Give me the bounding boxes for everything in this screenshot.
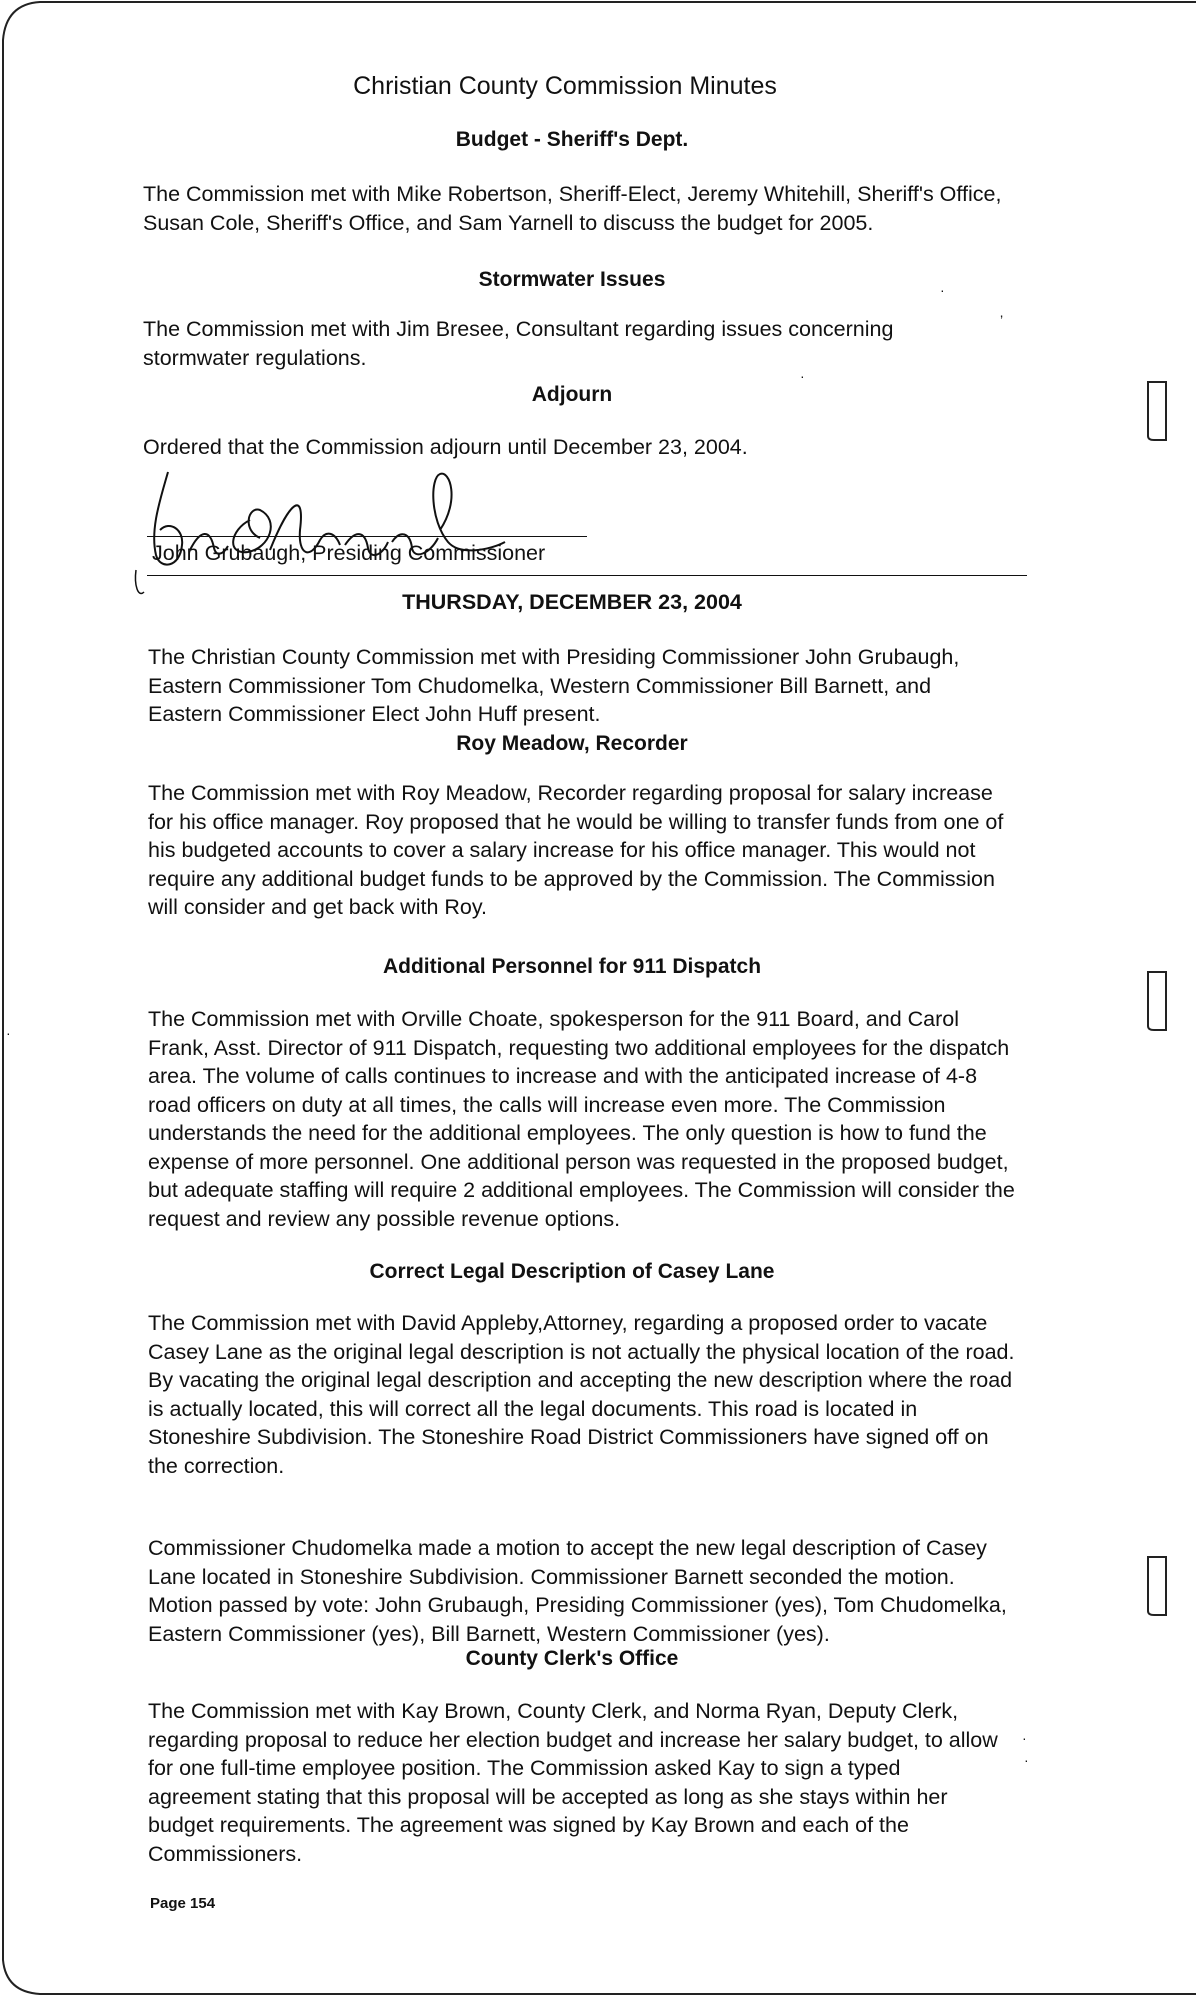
handwritten-signature — [130, 460, 510, 600]
section-heading-county-clerk: County Clerk's Office — [465, 1647, 679, 1670]
section-heading-recorder: Roy Meadow, Recorder — [456, 732, 688, 755]
scan-speck: · — [6, 1025, 11, 1041]
scan-speck: · — [1022, 1730, 1027, 1746]
section-body-sheriff-budget: The Commission met with Mike Robertson, Sheriff-Elect, Jeremy Whitehill, Sheriff's Office, Susan Cole, Sheriff's Office, and Sam Yarnell to discuss the budget for 2005. — [143, 182, 1002, 235]
document-title: Christian County Commission Minutes — [353, 72, 777, 100]
section-body-adjourn: Ordered that the Commission adjourn until December 23, 2004. — [143, 435, 748, 459]
scan-speck: ’ — [1000, 312, 1004, 328]
binder-hole-mark — [1146, 380, 1168, 442]
section-heading-sheriff-budget: Budget - Sheriff's Dept. — [455, 128, 689, 151]
section-body-casey-lane-motion: Commissioner Chudomelka made a motion to accept the new legal description of Casey Lane located in Stoneshire Subdivision. Commissioner Barnett seconded the motion. Motion passed by vote: John Grubaugh, Presiding Commissioner (yes), Tom Chudomelka, Eastern Commissioner (yes), Bill Barnett, Western Commissioner (yes). — [148, 1536, 1007, 1646]
section-heading-adjourn: Adjourn — [531, 383, 613, 406]
page-number: Page 154 — [150, 1895, 216, 1912]
date-heading: THURSDAY, DECEMBER 23, 2004 — [402, 590, 742, 614]
scan-speck: · — [1024, 1752, 1029, 1768]
scan-speck: · — [940, 282, 945, 298]
section-body-casey-lane: The Commission met with David Appleby,Attorney, regarding a proposed order to vacate Casey Lane as the original legal description is not actually the physical location of the road. By vacating the original legal description and accepting the new description where the road is actually located, this will correct all the legal documents. This road is located in Stoneshire Subdivision. The Stoneshire Road District Commissioners have signed off on the correction. — [148, 1311, 1015, 1478]
section-heading-stormwater: Stormwater Issues — [478, 268, 666, 291]
section-body-recorder: The Commission met with Roy Meadow, Recorder regarding proposal for salary increase for his office manager. Roy proposed that he would be willing to transfer funds from one of his budgeted accounts to cover a salary increase for his office manager. This would not require any additional budget funds to be approved by the Commission. The Commission will consider and get back with Roy. — [148, 781, 1004, 919]
scan-speck: · — [800, 368, 805, 384]
signature-line — [147, 536, 587, 537]
section-heading-casey-lane: Correct Legal Description of Casey Lane — [369, 1260, 775, 1283]
section-body-911-dispatch: The Commission met with Orville Choate, spokesperson for the 911 Board, and Carol Frank, Asst. Director of 911 Dispatch, requesting two additional employees for the dispatch area. The volume of calls continues to increase and with the anticipated increase of 4-8 road officers on duty at all times, the calls will increase even more. The Commission understands the need for the additional employees. The only question is how to fund the expense of more personnel. One additional person was requested in the proposed budget, but adequate staffing will require 2 additional employees. The Commission will consider the request and review any possible revenue options. — [148, 1007, 1015, 1231]
attendance-paragraph: The Christian County Commission met with Presiding Commissioner John Grubaugh, Eastern Commissioner Tom Chudomelka, Western Commissioner Bill Barnett, and Eastern Commissioner Elect John Huff present. — [148, 645, 960, 726]
section-heading-911-dispatch: Additional Personnel for 911 Dispatch — [382, 955, 762, 978]
binder-hole-mark — [1146, 970, 1168, 1032]
signature-caption: John Grubaugh, Presiding Commissioner — [152, 541, 546, 565]
section-body-stormwater: The Commission met with Jim Bresee, Consultant regarding issues concerning stormwater regulations. — [143, 317, 894, 370]
section-body-county-clerk: The Commission met with Kay Brown, County Clerk, and Norma Ryan, Deputy Clerk, regarding proposal to reduce her election budget and increase her salary budget, to allow for one full-time employee position. The Commission asked Kay to sign a typed agreement stating that this proposal will be accepted as long as she stays within her budget requirements. The agreement was signed by Kay Brown and each of the Commissioners. — [148, 1699, 998, 1866]
binder-hole-mark — [1146, 1555, 1168, 1617]
section-divider — [147, 575, 1027, 576]
